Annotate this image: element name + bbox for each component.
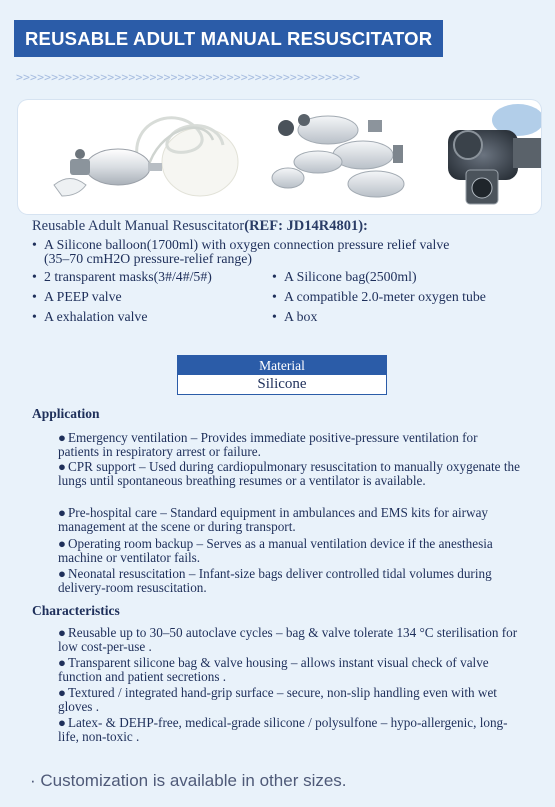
product-photo-strip — [18, 100, 541, 214]
application-item-text: Pre-hospital care – Standard equipment in ambulances and EMS kits for airway management at the scene or during transport. — [58, 505, 489, 535]
characteristics-item: ● Textured / integrated hand-grip surface – secure, non-slip handling even with wet gloves . — [58, 685, 497, 715]
note-bullet: · — [30, 771, 41, 790]
spec-exhalation: • A exhalation valve — [32, 309, 148, 324]
spec-box-text: A box — [284, 309, 318, 324]
characteristics-item-text: Textured / integrated hand-grip surface – secure, non-slip handling even with wet gloves . — [58, 685, 497, 715]
application-item: ● Neonatal resuscitation – Infant-size bags deliver controlled tidal volumes during delivery-room resuscitation. — [58, 566, 492, 596]
customization-note — [30, 771, 347, 791]
spec-exhalation-text: A exhalation valve — [44, 309, 148, 324]
characteristics-item: ● Latex- & DEHP-free, medical-grade silicone / polysulfone – hypo-allergenic, long-life, non-toxic . — [58, 715, 508, 745]
characteristics-item-text: Reusable up to 30–50 autoclave cycles – bag & valve tolerate 134 °C sterilisation for low cost-per-use . — [58, 625, 518, 655]
spec-bag-text: A Silicone bag(2500ml) — [284, 269, 417, 284]
application-item-text: Operating room backup – Serves as a manual ventilation device if the anesthesia machine or ventilator fails. — [58, 536, 493, 566]
product-title — [32, 218, 368, 235]
application-item-text: CPR support – Used during cardiopulmonary resuscitation to manually oxygenate the lungs until spontaneous breathing resumes or a ventilator is available. — [58, 459, 520, 489]
product-photos-illustration — [18, 100, 541, 214]
valve-closeup-photo — [448, 104, 541, 204]
application-item-text: Emergency ventilation – Provides immediate positive-pressure ventilation for patients in respiratory arrest or failure. — [58, 430, 478, 460]
characteristics-item-text: Transparent silicone bag & valve housing – allows instant visual check of valve function and patient secretions . — [58, 655, 489, 685]
material-value: Silicone — [257, 376, 307, 392]
application-heading: Application — [32, 406, 100, 421]
spec-peep: • A PEEP valve — [32, 289, 122, 304]
product-title-name: Reusable Adult Manual Resuscitator — [32, 218, 245, 234]
spec-balloon-range: (35–70 cmH2O pressure-relief range) — [44, 251, 253, 266]
characteristics-heading: Characteristics — [32, 603, 120, 618]
spec-bag: • A Silicone bag(2500ml) — [272, 269, 417, 284]
characteristics-item-text: Latex- & DEHP-free, medical-grade silicone / polysulfone – hypo-allergenic, long-life, non-toxic . — [58, 715, 508, 745]
spec-masks: • 2 transparent masks(3#/4#/5#) — [32, 269, 212, 284]
customization-note-text: Customization is available in other sizes. — [40, 771, 347, 790]
decorative-arrow-divider: >>>>>>>>>>>>>>>>>>>>>>>>>>>>>>>>>>>>>>>>>>>>>>>>> — [16, 70, 361, 84]
characteristics-item: ● Transparent silicone bag & valve housing – allows instant visual check of valve function and patient secretions . — [58, 655, 489, 685]
spec-balloon: • A Silicone balloon(1700ml) with oxygen connection pressure relief valve — [32, 237, 450, 252]
material-table — [177, 355, 387, 395]
application-item: ● CPR support – Used during cardiopulmonary resuscitation to manually oxygenate the lungs until spontaneous breathing resumes or a ventilator is available. — [58, 459, 520, 489]
application-item: ● Operating room backup – Serves as a manual ventilation device if the anesthesia machine or ventilator fails. — [58, 536, 493, 566]
spec-box: • A box — [272, 309, 318, 324]
characteristics-item: ● Reusable up to 30–50 autoclave cycles – bag & valve tolerate 134 °C sterilisation for low cost-per-use . — [58, 625, 518, 655]
application-item: ● Pre-hospital care – Standard equipment in ambulances and EMS kits for airway management at the scene or during transport. — [58, 505, 489, 535]
material-header: Material — [178, 356, 386, 375]
product-ref: (REF: JD14R4801): — [244, 218, 368, 234]
spec-masks-text: 2 transparent masks(3#/4#/5#) — [44, 269, 212, 284]
application-item-text: Neonatal resuscitation – Infant-size bags deliver controlled tidal volumes during delivery-room resuscitation. — [58, 566, 492, 596]
spec-peep-text: A PEEP valve — [44, 289, 122, 304]
page-title — [14, 20, 443, 57]
resuscitator-with-tubing-photo — [54, 118, 238, 196]
spec-tube: • A compatible 2.0-meter oxygen tube — [272, 289, 486, 304]
spec-balloon-text: A Silicone balloon(1700ml) with oxygen connection pressure relief valve — [44, 237, 450, 252]
application-item: ● Emergency ventilation – Provides immediate positive-pressure ventilation for patients in respiratory arrest or failure. — [58, 430, 478, 460]
silicone-bags-photo — [272, 114, 404, 197]
page-title-text: REUSABLE ADULT MANUAL RESUSCITATOR — [25, 27, 433, 49]
spec-tube-text: A compatible 2.0-meter oxygen tube — [284, 289, 486, 304]
